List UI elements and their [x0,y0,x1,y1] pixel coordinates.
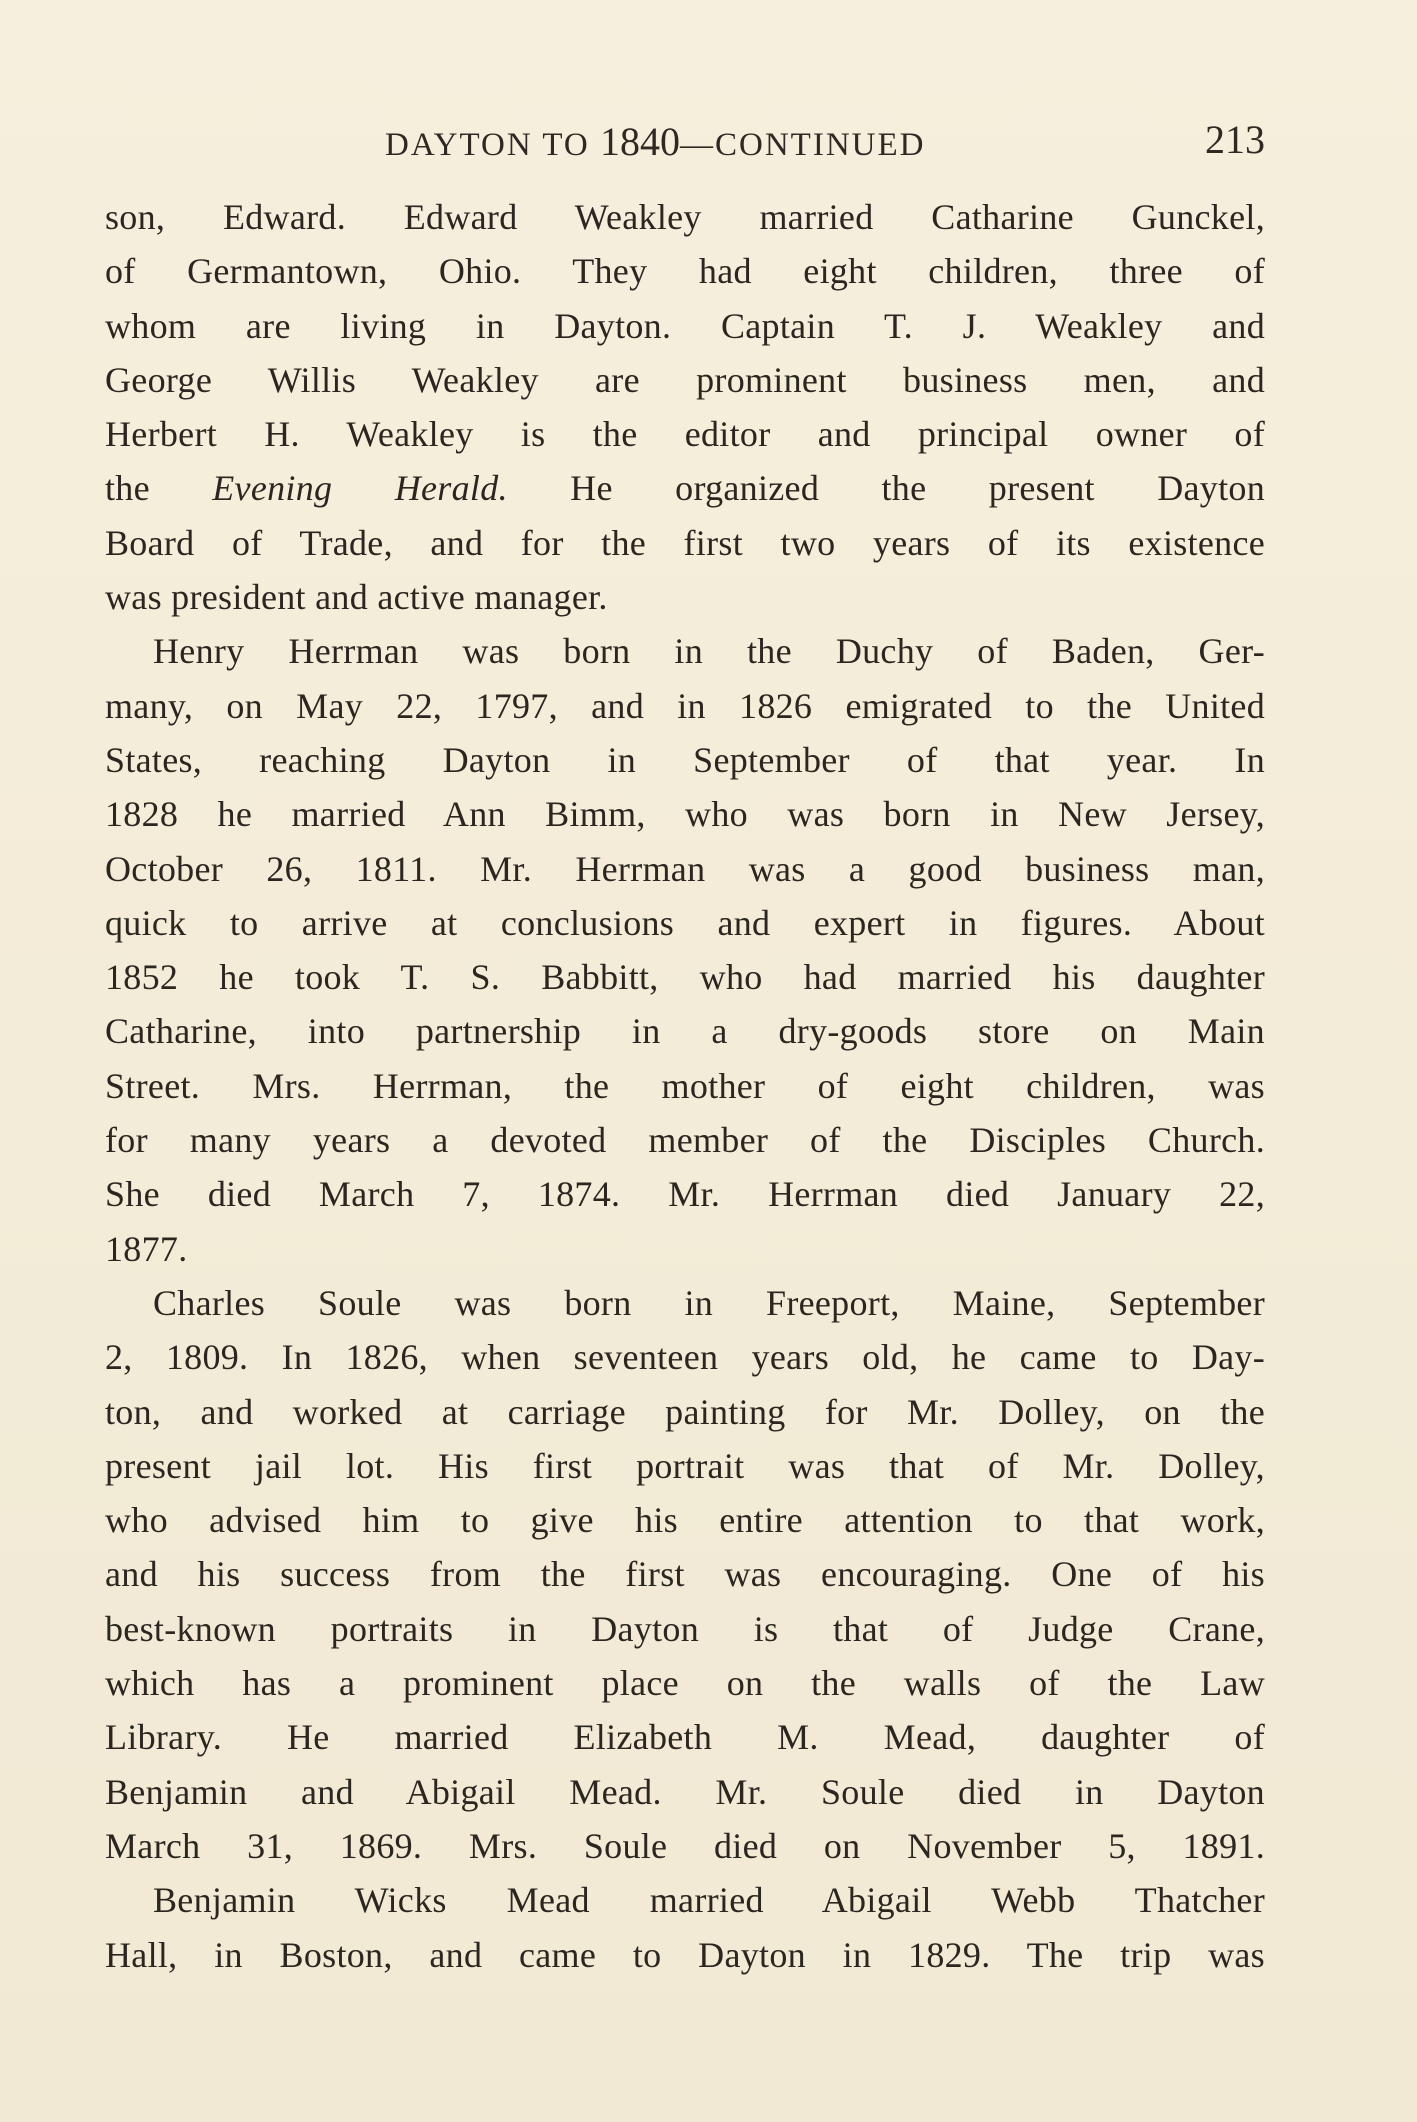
page-number: 213 [1205,117,1265,162]
text-line [105,1004,1265,1058]
text-segment: She died March 7, 1874. Mr. Herrman died January 22, [105,1174,1265,1215]
text-segment: 2, 1809. In 1826, when seventeen years old, he came to Day- [105,1337,1265,1378]
text-line [105,1602,1265,1656]
text-segment: and his success from the first was encouraging. One of his [105,1554,1265,1595]
chapter-title-part-a: DAYTON TO [385,127,600,163]
text-segment: Board of Trade, and for the first two years of its existence [105,522,1265,563]
text-segment: the [105,468,213,509]
text-line [105,461,1265,515]
text-segment: whom are living in Dayton. Captain T. J. Weakley and [105,305,1265,346]
text-line [105,190,1265,244]
text-segment: October 26, 1811. Mr. Herrman was a good business man, [105,848,1265,889]
text-segment: best-known portraits in Dayton is that of Judge Crane, [105,1608,1265,1649]
text-segment: of Germantown, Ohio. They had eight children, three of [105,251,1265,292]
text-line [105,299,1265,353]
text-segment: Henry Herrman was born in the Duchy of Baden, Ger- [153,631,1265,672]
chapter-title-year: 1840 [600,119,680,164]
text-segment: George Willis Weakley are prominent business men, and [105,359,1265,400]
text-segment: many, on May 22, 1797, and in 1826 emigrated to the United [105,685,1265,726]
text-segment: Street. Mrs. Herrman, the mother of eight children, was [105,1065,1265,1106]
text-segment: for many years a devoted member of the Disciples Church. [105,1120,1265,1161]
text-segment: son, Edward. Edward Weakley married Catharine Gunckel, [105,197,1265,237]
text-line [105,1059,1265,1113]
text-line [105,1167,1265,1221]
text-segment: Library. He married Elizabeth M. Mead, daughter of [105,1717,1265,1758]
text-segment: 1852 he took T. S. Babbitt, who had married his daughter [105,957,1265,998]
text-segment: Hall, in Boston, and came to Dayton in 1829. The trip was [105,1934,1265,1975]
text-segment: was president and active manager. [105,577,608,618]
text-line [105,1493,1265,1547]
text-line [105,353,1265,407]
text-line [105,244,1265,298]
text-line [105,407,1265,461]
text-line [105,733,1265,787]
text-segment: States, reaching Dayton in September of that year. In [105,739,1265,780]
text-segment: 1877. [105,1228,188,1269]
text-segment: 1828 he married Ann Bimm, who was born in New Jersey, [105,794,1265,835]
italic-title: Evening Herald. [212,468,508,509]
text-segment: present jail lot. His first portrait was that of Mr. Dolley, [105,1445,1265,1486]
body-text [105,190,1265,1982]
chapter-title-part-b: —CONTINUED [680,127,926,163]
text-line [105,624,1265,678]
text-line [105,1222,1265,1276]
text-segment: He organized the present Dayton [507,468,1265,509]
text-line [105,842,1265,896]
text-line [105,1385,1265,1439]
text-line [105,1656,1265,1710]
text-line [105,679,1265,733]
text-line [105,787,1265,841]
text-line [105,1765,1265,1819]
text-line [105,516,1265,570]
text-line [105,1710,1265,1764]
text-segment: which has a prominent place on the walls of the Law [105,1663,1265,1704]
text-line [105,1113,1265,1167]
text-segment: quick to arrive at conclusions and expert in figures. About [105,902,1265,943]
text-line [105,1928,1265,1982]
text-segment: Benjamin Wicks Mead married Abigail Webb Thatcher [153,1880,1265,1921]
text-segment: ton, and worked at carriage painting for Mr. Dolley, on the [105,1391,1265,1432]
text-line [105,950,1265,1004]
text-segment: Benjamin and Abigail Mead. Mr. Soule died in Dayton [105,1771,1265,1812]
text-line [105,896,1265,950]
text-line [105,1819,1265,1873]
text-line [105,1330,1265,1384]
text-line [105,1873,1265,1927]
text-line [105,1276,1265,1330]
running-head [105,118,1265,168]
text-segment: Charles Soule was born in Freeport, Maine, September [153,1282,1265,1323]
text-segment: Catharine, into partnership in a dry-goods store on Main [105,1011,1265,1052]
text-segment: March 31, 1869. Mrs. Soule died on November 5, 1891. [105,1825,1265,1866]
text-line [105,570,1265,624]
text-segment: Herbert H. Weakley is the editor and principal owner of [105,414,1265,455]
text-line [105,1547,1265,1601]
chapter-title [385,118,925,165]
text-segment: who advised him to give his entire attention to that work, [105,1500,1265,1541]
text-line [105,1439,1265,1493]
